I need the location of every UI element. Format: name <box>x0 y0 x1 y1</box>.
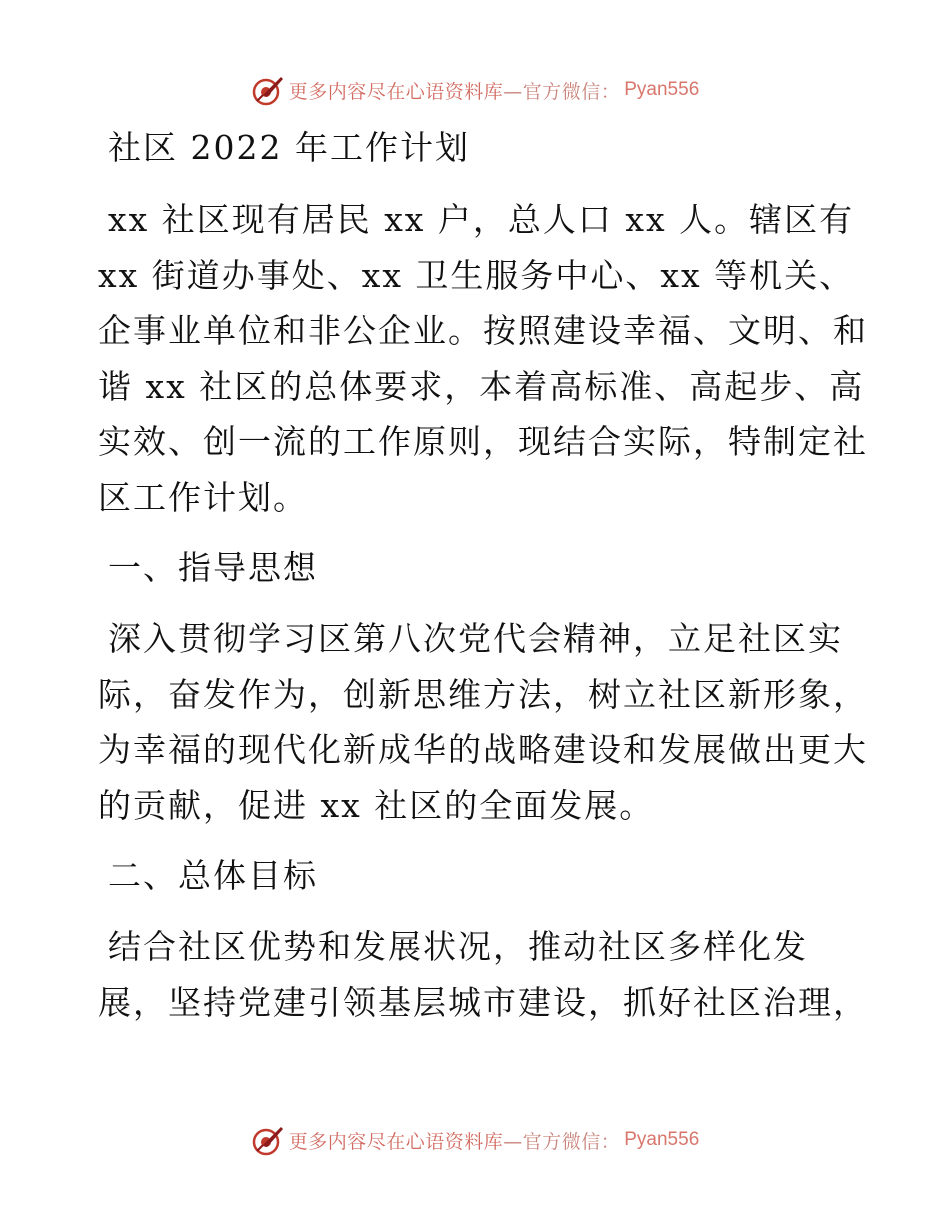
watermark-header <box>0 70 950 110</box>
overall-goal-paragraph: 结合社区优势和发展状况，推动社区多样化发展，坚持党建引领基层城市建设，抓好社区治理， <box>98 927 868 1022</box>
watermark-wechat-id: Pyan556 <box>624 79 700 100</box>
watermark-text: 更多内容尽在心语资料库—官方微信： <box>288 1130 621 1153</box>
document-body <box>98 120 868 1045</box>
section-heading-guiding-ideology: 一、指导思想 <box>108 548 318 587</box>
intro-paragraph: xx 社区现有居民 xx 户，总人口 xx 人。辖区有 xx 街道办事处、xx 卫生服务中心、xx 等机关、企事业单位和非公企业。按照建设幸福、文明、和谐 xx 社区的总体要求，本着高标准、高起步、高实效、创一流的工作原则，现结合实际，特制定社区工作计划。 <box>98 200 868 517</box>
watermark-text: 更多内容尽在心语资料库—官方微信： <box>288 80 621 103</box>
watermark-wechat-id: Pyan556 <box>624 1129 700 1150</box>
quill-logo-icon <box>251 1123 285 1157</box>
watermark-footer <box>0 1120 950 1160</box>
guiding-ideology-paragraph: 深入贯彻学习区第八次党代会精神，立足社区实际，奋发作为，创新思维方法，树立社区新形象，为幸福的现代化新成华的战略建设和发展做出更大的贡献，促进 xx 社区的全面发展。 <box>98 619 868 825</box>
document-title: 社区 2022 年工作计划 <box>108 128 470 167</box>
quill-logo-icon <box>251 73 285 107</box>
section-heading-overall-goal: 二、总体目标 <box>108 856 318 895</box>
